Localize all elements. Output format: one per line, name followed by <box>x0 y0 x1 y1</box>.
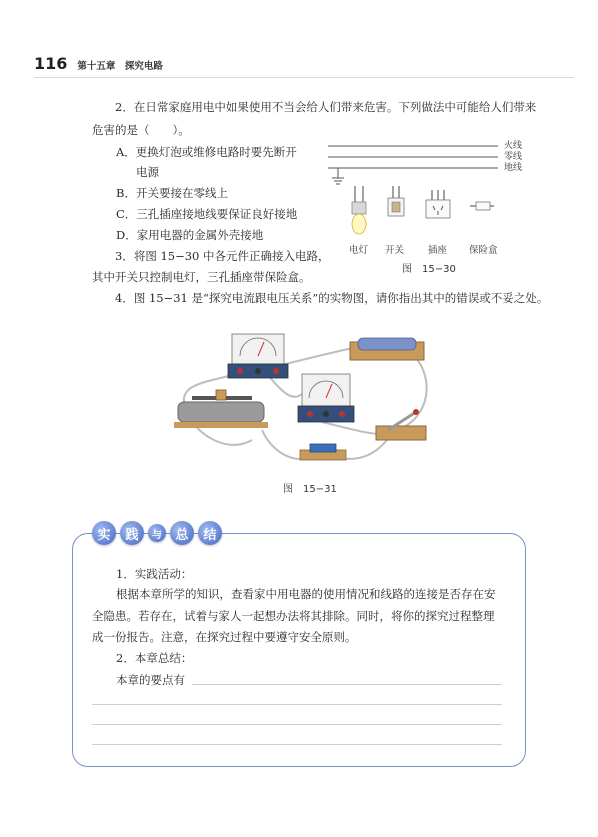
q3-line2: 其中开关只控制电灯，三孔插座带保险盒。 <box>92 270 311 284</box>
practice-item2-title: 2．本章总结： <box>116 651 193 665</box>
q2-option-d: D．家用电器的金属外壳接地 <box>116 228 264 242</box>
voltmeter-icon <box>228 334 288 378</box>
apparatus-photo <box>172 312 436 476</box>
lamp-label: 电灯 <box>349 245 369 256</box>
fuse-box-icon <box>470 202 494 210</box>
practice-summary-badges <box>92 521 222 545</box>
page-number: 116 <box>34 54 68 73</box>
socket-icon <box>426 190 450 218</box>
neutral-wire-label: 零线 <box>504 152 523 162</box>
rheostat-icon <box>174 390 268 428</box>
switch-label: 开关 <box>385 245 405 256</box>
socket-label: 插座 <box>428 245 448 256</box>
q2-option-a-line2: 电源 <box>136 165 159 179</box>
answer-line-3[interactable] <box>92 724 502 725</box>
practice-item2-prompt: 本章的要点有 <box>116 673 185 687</box>
q4-line1: 4．图 15−31 是“探究电流跟电压关系”的实物图，请你指出其中的错误或不妥之处。 <box>115 291 549 305</box>
switch-icon <box>388 186 404 216</box>
chapter-title: 第十五章 探究电路 <box>77 61 163 72</box>
answer-line-2[interactable] <box>92 704 502 705</box>
lamp-icon <box>352 186 366 234</box>
battery-icon <box>350 338 424 360</box>
badge-jie: 结 <box>198 521 222 545</box>
badge-jian: 践 <box>120 521 144 545</box>
q2-option-b: B．开关要接在零线上 <box>116 186 228 200</box>
knife-switch-icon <box>376 409 426 440</box>
figure-15-31-illustration <box>172 312 436 476</box>
q2-option-a-line1: A．更换灯泡或维修电路时要先断开 <box>116 145 297 159</box>
q2-option-c: C．三孔插座接地线要保证良好接地 <box>116 207 298 221</box>
ammeter-icon <box>298 374 354 422</box>
header-divider <box>34 77 574 78</box>
ground-wire-label: 地线 <box>504 163 523 173</box>
answer-line-4[interactable] <box>92 744 502 745</box>
page-header <box>34 54 163 74</box>
figure-15-30 <box>322 134 532 274</box>
resistor-icon <box>300 444 346 460</box>
figure-15-30-caption: 图 15−30 <box>402 264 456 275</box>
answer-line-1[interactable] <box>192 684 502 685</box>
practice-item1-title: 1．实践活动： <box>116 567 193 581</box>
practice-item1-line2: 全隐患。若存在，试着与家人一起想办法将其排除。同时，将你的探究过程整理 <box>92 609 495 623</box>
q2-stem-line2: 危害的是（ ）。 <box>92 123 190 137</box>
practice-item1-line1: 根据本章所学的知识，查看家中用电器的使用情况和线路的连接是否存在安 <box>116 587 496 601</box>
practice-item1-line3: 成一份报告。注意，在探究过程中要遵守安全原则。 <box>92 630 357 644</box>
badge-zong: 总 <box>170 521 194 545</box>
fuse-box-label: 保险盒 <box>469 245 498 256</box>
q2-stem-line1: 2．在日常家庭用电中如果使用不当会给人们带来危害。下列做法中可能给人们带来 <box>115 100 537 114</box>
q3-line1: 3．将图 15−30 中各元件正确接入电路， <box>115 249 330 263</box>
badge-shi: 实 <box>92 521 116 545</box>
live-wire-label: 火线 <box>504 141 523 151</box>
figure-15-31-caption: 图 15−31 <box>283 484 337 495</box>
badge-yu: 与 <box>148 524 166 542</box>
